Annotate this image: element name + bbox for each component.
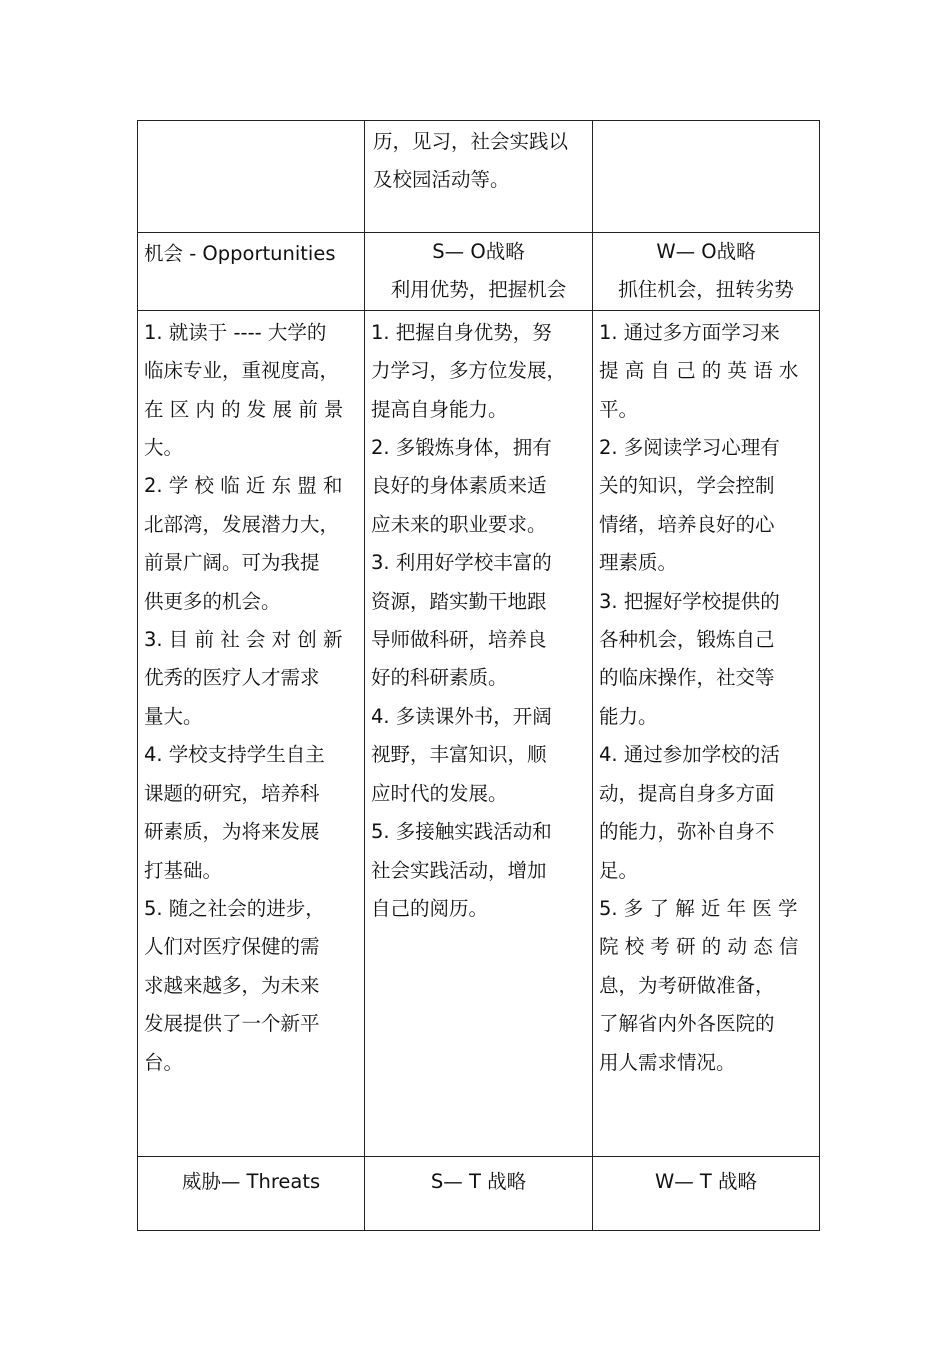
opportunities-header: 机会 - Opportunities bbox=[144, 242, 336, 265]
opportunities-cell bbox=[138, 310, 365, 1156]
st-header: S— T 战略 bbox=[430, 1169, 527, 1193]
list-item bbox=[144, 467, 358, 621]
threats-header-cell bbox=[138, 1156, 365, 1230]
text-line: 发展提供了一个新平 bbox=[144, 1012, 320, 1036]
text-line: 资源，踏实勤干地跟 bbox=[371, 589, 547, 613]
list-item bbox=[599, 736, 813, 890]
text-line: 用人需求情况。 bbox=[599, 1050, 736, 1074]
text-line: 在 区 内 的 发 展 前 景 bbox=[144, 397, 344, 421]
text-line: 历，见习，社会实践以 bbox=[373, 130, 569, 153]
text-line: 社会实践活动，增加 bbox=[371, 858, 547, 882]
text-line: 台。 bbox=[144, 1050, 184, 1074]
list-item bbox=[144, 314, 358, 468]
table-row bbox=[138, 233, 820, 311]
list-item bbox=[371, 698, 586, 813]
so-title: S— O战略 bbox=[432, 240, 525, 263]
opportunities-list bbox=[138, 311, 364, 1082]
text-line: 院 校 考 研 的 动 态 信 bbox=[599, 935, 799, 959]
text-line: 能力。 bbox=[599, 704, 658, 728]
text-line: 人们对医疗保健的需 bbox=[144, 935, 320, 959]
text-line: 提 高 自 己 的 英 语 水 bbox=[599, 359, 799, 383]
so-header bbox=[365, 233, 592, 310]
text-line: 4. 学校支持学生自主 bbox=[144, 743, 325, 767]
wo-header bbox=[593, 233, 819, 310]
wt-header: W— T 战略 bbox=[654, 1169, 758, 1193]
list-item bbox=[371, 314, 586, 429]
swot-table bbox=[137, 120, 820, 1231]
table-row bbox=[138, 121, 820, 233]
list-item bbox=[371, 429, 586, 544]
text-line: 1. 就读于 ---- 大学的 bbox=[144, 320, 327, 344]
so-strategies-cell bbox=[365, 310, 593, 1156]
text-line: 的临床操作，社交等 bbox=[599, 666, 775, 690]
text-line: 关的知识，学会控制 bbox=[599, 474, 775, 498]
text-line: 前景广阔。可为我提 bbox=[144, 551, 320, 575]
text-line: 课题的研究，培养科 bbox=[144, 781, 320, 805]
top-row-cell-2-text bbox=[365, 121, 592, 200]
text-line: 息，为考研做准备， bbox=[599, 973, 775, 997]
text-line: 良好的身体素质来适 bbox=[371, 474, 547, 498]
top-row-cell-2 bbox=[365, 121, 593, 233]
text-line: 应未来的职业要求。 bbox=[371, 512, 547, 536]
wo-subtitle: 抓住机会，扭转劣势 bbox=[618, 278, 794, 302]
text-line: 平。 bbox=[599, 397, 639, 421]
text-line: 5. 随之社会的进步， bbox=[144, 896, 325, 920]
text-line: 足。 bbox=[599, 858, 639, 882]
text-line: 3. 目 前 社 会 对 创 新 bbox=[144, 628, 343, 652]
text-line: 优秀的医疗人才需求 bbox=[144, 666, 320, 690]
list-item bbox=[371, 544, 586, 698]
list-item bbox=[144, 621, 358, 736]
text-line: 2. 多锻炼身体，拥有 bbox=[371, 436, 552, 460]
list-item bbox=[144, 736, 358, 890]
list-item bbox=[599, 890, 813, 1082]
text-line: 力学习，多方位发展， bbox=[371, 359, 567, 383]
text-line: 动，提高自身多方面 bbox=[599, 781, 775, 805]
text-line: 大。 bbox=[144, 436, 184, 460]
text-line: 提高自身能力。 bbox=[371, 397, 508, 421]
text-line: 临床专业，重视度高， bbox=[144, 359, 340, 383]
wo-title: W— O战略 bbox=[656, 240, 756, 263]
list-item bbox=[599, 583, 813, 737]
text-line: 2. 学 校 临 近 东 盟 和 bbox=[144, 474, 343, 498]
text-line: 各种机会，锻炼自己 bbox=[599, 628, 775, 652]
so-subtitle: 利用优势，把握机会 bbox=[390, 278, 567, 302]
table-row bbox=[138, 1156, 820, 1230]
st-header-cell bbox=[365, 1156, 593, 1230]
text-line: 了解省内外各医院的 bbox=[599, 1012, 775, 1036]
text-line: 3. 利用好学校丰富的 bbox=[371, 551, 552, 575]
text-line: 5. 多 了 解 近 年 医 学 bbox=[599, 896, 798, 920]
top-row-cell-1 bbox=[138, 121, 365, 233]
so-header-cell bbox=[365, 233, 593, 311]
text-line: 情绪，培养良好的心 bbox=[599, 512, 775, 536]
text-line: 应时代的发展。 bbox=[371, 781, 508, 805]
text-line: 量大。 bbox=[144, 704, 203, 728]
text-line: 2. 多阅读学习心理有 bbox=[599, 436, 780, 460]
text-line: 理素质。 bbox=[599, 551, 678, 575]
so-strategies-list bbox=[365, 311, 592, 929]
text-line: 好的科研素质。 bbox=[371, 666, 508, 690]
text-line: 4. 通过参加学校的活 bbox=[599, 743, 780, 767]
threats-header: 威胁— Threats bbox=[181, 1169, 321, 1193]
text-line: 打基础。 bbox=[144, 858, 223, 882]
list-item bbox=[371, 813, 586, 928]
text-line: 3. 把握好学校提供的 bbox=[599, 589, 780, 613]
text-line: 自己的阅历。 bbox=[371, 896, 489, 920]
text-line: 研素质，为将来发展 bbox=[144, 820, 320, 844]
text-line: 及校园活动等。 bbox=[373, 168, 510, 192]
list-item bbox=[599, 314, 813, 429]
text-line: 供更多的机会。 bbox=[144, 589, 281, 613]
wo-header-cell bbox=[593, 233, 820, 311]
text-line: 导师做科研，培养良 bbox=[371, 628, 547, 652]
text-line: 视野，丰富知识，顺 bbox=[371, 743, 547, 767]
list-item bbox=[599, 429, 813, 583]
opportunities-header-cell bbox=[138, 233, 365, 311]
wo-strategies-list bbox=[593, 311, 819, 1082]
text-line: 求越来越多，为未来 bbox=[144, 973, 320, 997]
top-row-cell-3 bbox=[593, 121, 820, 233]
text-line: 北部湾，发展潜力大， bbox=[144, 512, 340, 536]
text-line: 的能力，弥补自身不 bbox=[599, 820, 775, 844]
text-line: 1. 通过多方面学习来 bbox=[599, 320, 780, 344]
table-row bbox=[138, 310, 820, 1156]
wo-strategies-cell bbox=[593, 310, 820, 1156]
wt-header-cell bbox=[593, 1156, 820, 1230]
list-item bbox=[144, 890, 358, 1082]
text-line: 4. 多读课外书，开阔 bbox=[371, 704, 552, 728]
text-line: 1. 把握自身优势，努 bbox=[371, 320, 552, 344]
text-line: 5. 多接触实践活动和 bbox=[371, 820, 552, 844]
